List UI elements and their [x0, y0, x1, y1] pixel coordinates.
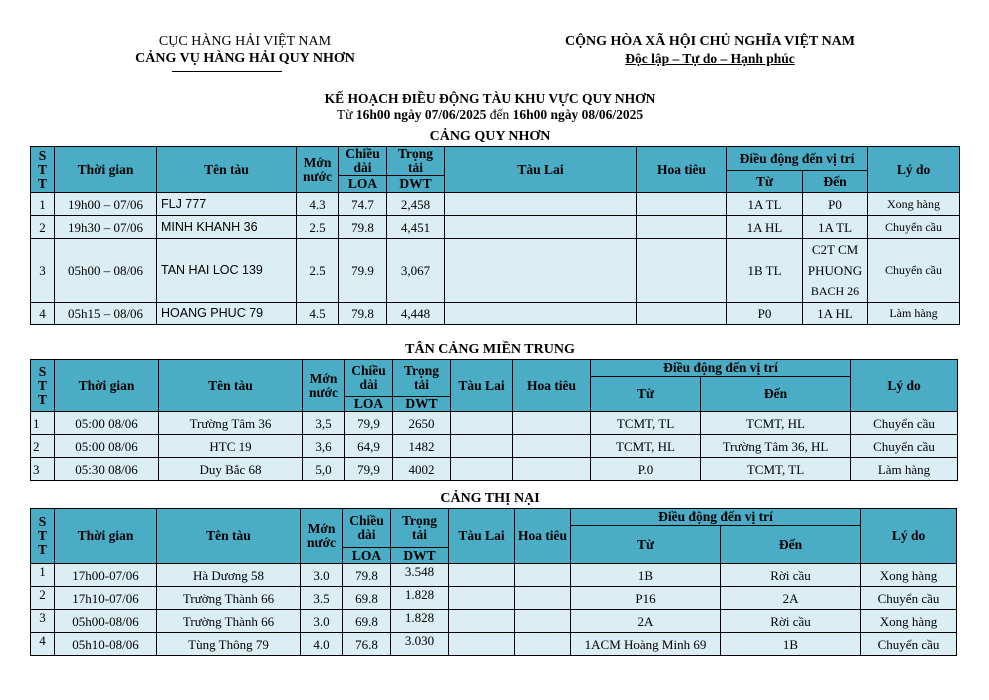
col-header-draft: Mớn nước — [301, 509, 343, 564]
col-header-tug: Tàu Lai — [449, 509, 515, 564]
cell-tug — [451, 412, 513, 435]
section-title-thi-nai: CẢNG THỊ NẠI — [440, 491, 540, 506]
national-title: CỘNG HÒA XÃ HỘI CHỦ NGHĨA VIỆT NAM — [564, 34, 855, 49]
cell-draft: 4.0 — [301, 633, 343, 656]
col-header-time: Thời gian — [55, 360, 159, 412]
cell-dwt: 2650 — [393, 412, 451, 435]
period-from-word: Từ — [336, 107, 353, 122]
col-header-to: Đến — [803, 171, 868, 193]
col-header-dwt: DWT — [391, 548, 449, 564]
table-row — [31, 216, 960, 239]
cell-to: P0 — [803, 193, 868, 216]
cell-ship: FLJ 777 — [157, 193, 297, 216]
cell-to: Rời cầu — [721, 610, 861, 633]
cell-to: Rời cầu — [721, 564, 861, 587]
cell-to: Trường Tâm 36, HL — [701, 435, 851, 458]
cell-dwt: 1482 — [393, 435, 451, 458]
cell-pilot — [637, 303, 727, 325]
table-row — [31, 239, 960, 303]
cell-dwt: 3.548 — [391, 564, 449, 587]
col-header-tug: Tàu Lai — [451, 360, 513, 412]
cell-draft: 3.5 — [301, 587, 343, 610]
cell-stt: 3 — [31, 239, 55, 303]
document-period — [200, 107, 780, 123]
cell-loa: 79.8 — [343, 564, 391, 587]
agency-header — [105, 33, 385, 67]
cell-pilot — [513, 412, 591, 435]
cell-reason: Chuyển cầu — [851, 412, 958, 435]
cell-time: 17h10-07/06 — [55, 587, 157, 610]
cell-tug — [445, 216, 637, 239]
cell-pilot — [515, 587, 571, 610]
col-header-dwt: DWT — [387, 176, 445, 193]
col-header-stt: S T T — [31, 360, 55, 412]
cell-dwt: 2,458 — [387, 193, 445, 216]
cell-to: 1A HL — [803, 303, 868, 325]
col-header-stt: S T T — [31, 509, 55, 564]
cell-loa: 79.8 — [339, 216, 387, 239]
cell-to — [803, 239, 868, 303]
col-header-tug: Tàu Lai — [445, 147, 637, 193]
col-header-tonnage: Trọng tải — [393, 360, 451, 397]
col-header-ship: Tên tàu — [157, 509, 301, 564]
cell-to: TCMT, HL — [701, 412, 851, 435]
period-to-word: đến — [489, 107, 510, 122]
cell-ship: MINH KHANH 36 — [157, 216, 297, 239]
cell-ship: Trường Thành 66 — [157, 610, 301, 633]
cell-draft: 3,5 — [303, 412, 345, 435]
cell-from: 1ACM Hoàng Minh 69 — [571, 633, 721, 656]
cell-tug — [451, 458, 513, 481]
national-header — [545, 33, 875, 67]
cell-pilot — [513, 435, 591, 458]
cell-to: 1A TL — [803, 216, 868, 239]
cell-time: 05h15 – 08/06 — [55, 303, 157, 325]
cell-dwt: 1.828 — [391, 610, 449, 633]
cell-draft: 2.5 — [297, 239, 339, 303]
col-header-length: Chiều dài — [343, 509, 391, 548]
cell-stt: 3 — [31, 458, 55, 481]
cell-ship: Tùng Thông 79 — [157, 633, 301, 656]
schedule-table-thi-nai — [30, 508, 957, 656]
cell-pilot — [637, 193, 727, 216]
table-row — [31, 193, 960, 216]
col-header-tonnage: Trọng tải — [387, 147, 445, 176]
cell-reason: Chuyển cầu — [851, 435, 958, 458]
col-header-loa: LOA — [343, 548, 391, 564]
cell-from: 1B TL — [727, 239, 803, 303]
col-header-pilot: Hoa tiêu — [515, 509, 571, 564]
col-header-ship: Tên tàu — [159, 360, 303, 412]
col-header-reason: Lý do — [868, 147, 960, 193]
cell-stt: 4 — [31, 633, 55, 656]
cell-to: TCMT, TL — [701, 458, 851, 481]
table-row — [31, 610, 957, 633]
cell-tug — [449, 564, 515, 587]
col-header-pilot: Hoa tiêu — [513, 360, 591, 412]
cell-pilot — [515, 610, 571, 633]
table-row — [31, 587, 957, 610]
section-title-tan-cang: TÂN CẢNG MIỀN TRUNG — [405, 342, 575, 357]
col-header-time: Thời gian — [55, 147, 157, 193]
cell-draft: 4.5 — [297, 303, 339, 325]
cell-draft: 3.0 — [301, 610, 343, 633]
col-header-stt: S T T — [31, 147, 55, 193]
cell-reason: Làm hàng — [851, 458, 958, 481]
header-divider — [172, 71, 282, 72]
schedule-table-quy-nhon — [30, 146, 960, 325]
cell-ship: Hà Dương 58 — [157, 564, 301, 587]
cell-from: 2A — [571, 610, 721, 633]
col-header-from: Từ — [727, 171, 803, 193]
cell-stt: 3 — [31, 610, 55, 633]
cell-tug — [445, 303, 637, 325]
cell-pilot — [637, 239, 727, 303]
col-header-length: Chiều dài — [345, 360, 393, 397]
national-motto: Độc lập – Tự do – Hạnh phúc — [625, 51, 795, 66]
cell-ship: Trường Tâm 36 — [159, 412, 303, 435]
cell-reason: Xong hàng — [861, 610, 957, 633]
cell-tug — [445, 193, 637, 216]
cell-loa: 79.8 — [339, 303, 387, 325]
table-row — [31, 303, 960, 325]
col-header-tonnage: Trọng tải — [391, 509, 449, 548]
cell-dwt: 3,067 — [387, 239, 445, 303]
cell-draft: 3.0 — [301, 564, 343, 587]
cell-tug — [449, 587, 515, 610]
cell-reason: Chuyển cầu — [868, 216, 960, 239]
cell-to-line: BACH 26 — [810, 284, 860, 298]
cell-pilot — [515, 633, 571, 656]
col-header-pilot: Hoa tiêu — [637, 147, 727, 193]
col-header-draft: Mớn nước — [297, 147, 339, 193]
cell-reason: Xong hàng — [861, 564, 957, 587]
col-header-reason: Lý do — [861, 509, 957, 564]
col-header-loa: LOA — [345, 397, 393, 412]
cell-ship: HTC 19 — [159, 435, 303, 458]
document-title: KẾ HOẠCH ĐIỀU ĐỘNG TÀU KHU VỰC QUY NHƠN — [324, 91, 656, 106]
cell-stt: 4 — [31, 303, 55, 325]
table-row — [31, 633, 957, 656]
col-header-length: Chiều dài — [339, 147, 387, 176]
cell-reason: Xong hàng — [868, 193, 960, 216]
cell-reason: Làm hàng — [868, 303, 960, 325]
cell-draft: 4.3 — [297, 193, 339, 216]
cell-time: 05h00-08/06 — [55, 610, 157, 633]
cell-dwt: 3.030 — [391, 633, 449, 656]
table-row — [31, 412, 958, 435]
table-row — [31, 435, 958, 458]
cell-draft: 2.5 — [297, 216, 339, 239]
cell-dwt: 4002 — [393, 458, 451, 481]
cell-draft: 5,0 — [303, 458, 345, 481]
cell-ship: TAN HAI LOC 139 — [157, 239, 297, 303]
cell-to: 1B — [721, 633, 861, 656]
cell-time: 05h10-08/06 — [55, 633, 157, 656]
cell-stt: 1 — [31, 412, 55, 435]
cell-tug — [449, 633, 515, 656]
cell-dwt: 1.828 — [391, 587, 449, 610]
cell-time: 19h00 – 07/06 — [55, 193, 157, 216]
cell-loa: 74.7 — [339, 193, 387, 216]
cell-time: 05h00 – 08/06 — [55, 239, 157, 303]
cell-from: 1B — [571, 564, 721, 587]
period-to-time: 16h00 ngày 08/06/2025 — [512, 107, 644, 122]
col-header-to: Đến — [701, 377, 851, 412]
cell-loa: 76.8 — [343, 633, 391, 656]
section-title-quy-nhon: CẢNG QUY NHƠN — [429, 129, 551, 144]
col-header-draft: Mớn nước — [303, 360, 345, 412]
period-from-time: 16h00 ngày 07/06/2025 — [355, 107, 487, 122]
cell-to-line: C2T CM — [811, 242, 859, 257]
cell-tug — [445, 239, 637, 303]
cell-dwt: 4,451 — [387, 216, 445, 239]
cell-tug — [451, 435, 513, 458]
cell-loa: 64,9 — [345, 435, 393, 458]
cell-reason: Chuyển cầu — [861, 587, 957, 610]
cell-from: TCMT, TL — [591, 412, 701, 435]
cell-from: P0 — [727, 303, 803, 325]
cell-stt: 2 — [31, 435, 55, 458]
cell-from: TCMT, HL — [591, 435, 701, 458]
cell-ship: HOANG PHUC 79 — [157, 303, 297, 325]
cell-stt: 1 — [31, 564, 55, 587]
col-header-to: Đến — [721, 526, 861, 564]
cell-pilot — [513, 458, 591, 481]
agency-parent-name: CỤC HÀNG HẢI VIỆT NAM — [158, 34, 332, 49]
col-header-movement: Điều động đến vị trí — [727, 147, 868, 171]
col-header-from: Từ — [591, 377, 701, 412]
col-header-ship: Tên tàu — [157, 147, 297, 193]
agency-name: CẢNG VỤ HÀNG HẢI QUY NHƠN — [135, 51, 355, 66]
col-header-reason: Lý do — [851, 360, 958, 412]
schedule-table-tan-cang — [30, 359, 958, 481]
cell-stt: 2 — [31, 216, 55, 239]
cell-loa: 79,9 — [345, 412, 393, 435]
col-header-loa: LOA — [339, 176, 387, 193]
cell-draft: 3,6 — [303, 435, 345, 458]
cell-reason: Chuyển cầu — [861, 633, 957, 656]
cell-stt: 2 — [31, 587, 55, 610]
cell-ship: Trường Thành 66 — [157, 587, 301, 610]
cell-ship: Duy Bắc 68 — [159, 458, 303, 481]
cell-loa: 79,9 — [345, 458, 393, 481]
cell-from: 1A TL — [727, 193, 803, 216]
table-row — [31, 564, 957, 587]
table-row — [31, 458, 958, 481]
cell-pilot — [637, 216, 727, 239]
cell-to: 2A — [721, 587, 861, 610]
cell-time: 19h30 – 07/06 — [55, 216, 157, 239]
cell-time: 05:00 08/06 — [55, 412, 159, 435]
cell-loa: 69.8 — [343, 610, 391, 633]
cell-time: 05:00 08/06 — [55, 435, 159, 458]
cell-from: P16 — [571, 587, 721, 610]
cell-to-line: PHUONG — [807, 263, 863, 278]
cell-time: 05:30 08/06 — [55, 458, 159, 481]
cell-pilot — [515, 564, 571, 587]
col-header-movement: Điều động đến vị trí — [591, 360, 851, 377]
cell-time: 17h00-07/06 — [55, 564, 157, 587]
cell-dwt: 4,448 — [387, 303, 445, 325]
col-header-time: Thời gian — [55, 509, 157, 564]
col-header-from: Từ — [571, 526, 721, 564]
col-header-dwt: DWT — [393, 397, 451, 412]
cell-from: 1A HL — [727, 216, 803, 239]
cell-loa: 79.9 — [339, 239, 387, 303]
cell-stt: 1 — [31, 193, 55, 216]
col-header-movement: Điều động đến vị trí — [571, 509, 861, 526]
cell-from: P.0 — [591, 458, 701, 481]
cell-tug — [449, 610, 515, 633]
cell-loa: 69.8 — [343, 587, 391, 610]
cell-reason: Chuyển cầu — [868, 239, 960, 303]
